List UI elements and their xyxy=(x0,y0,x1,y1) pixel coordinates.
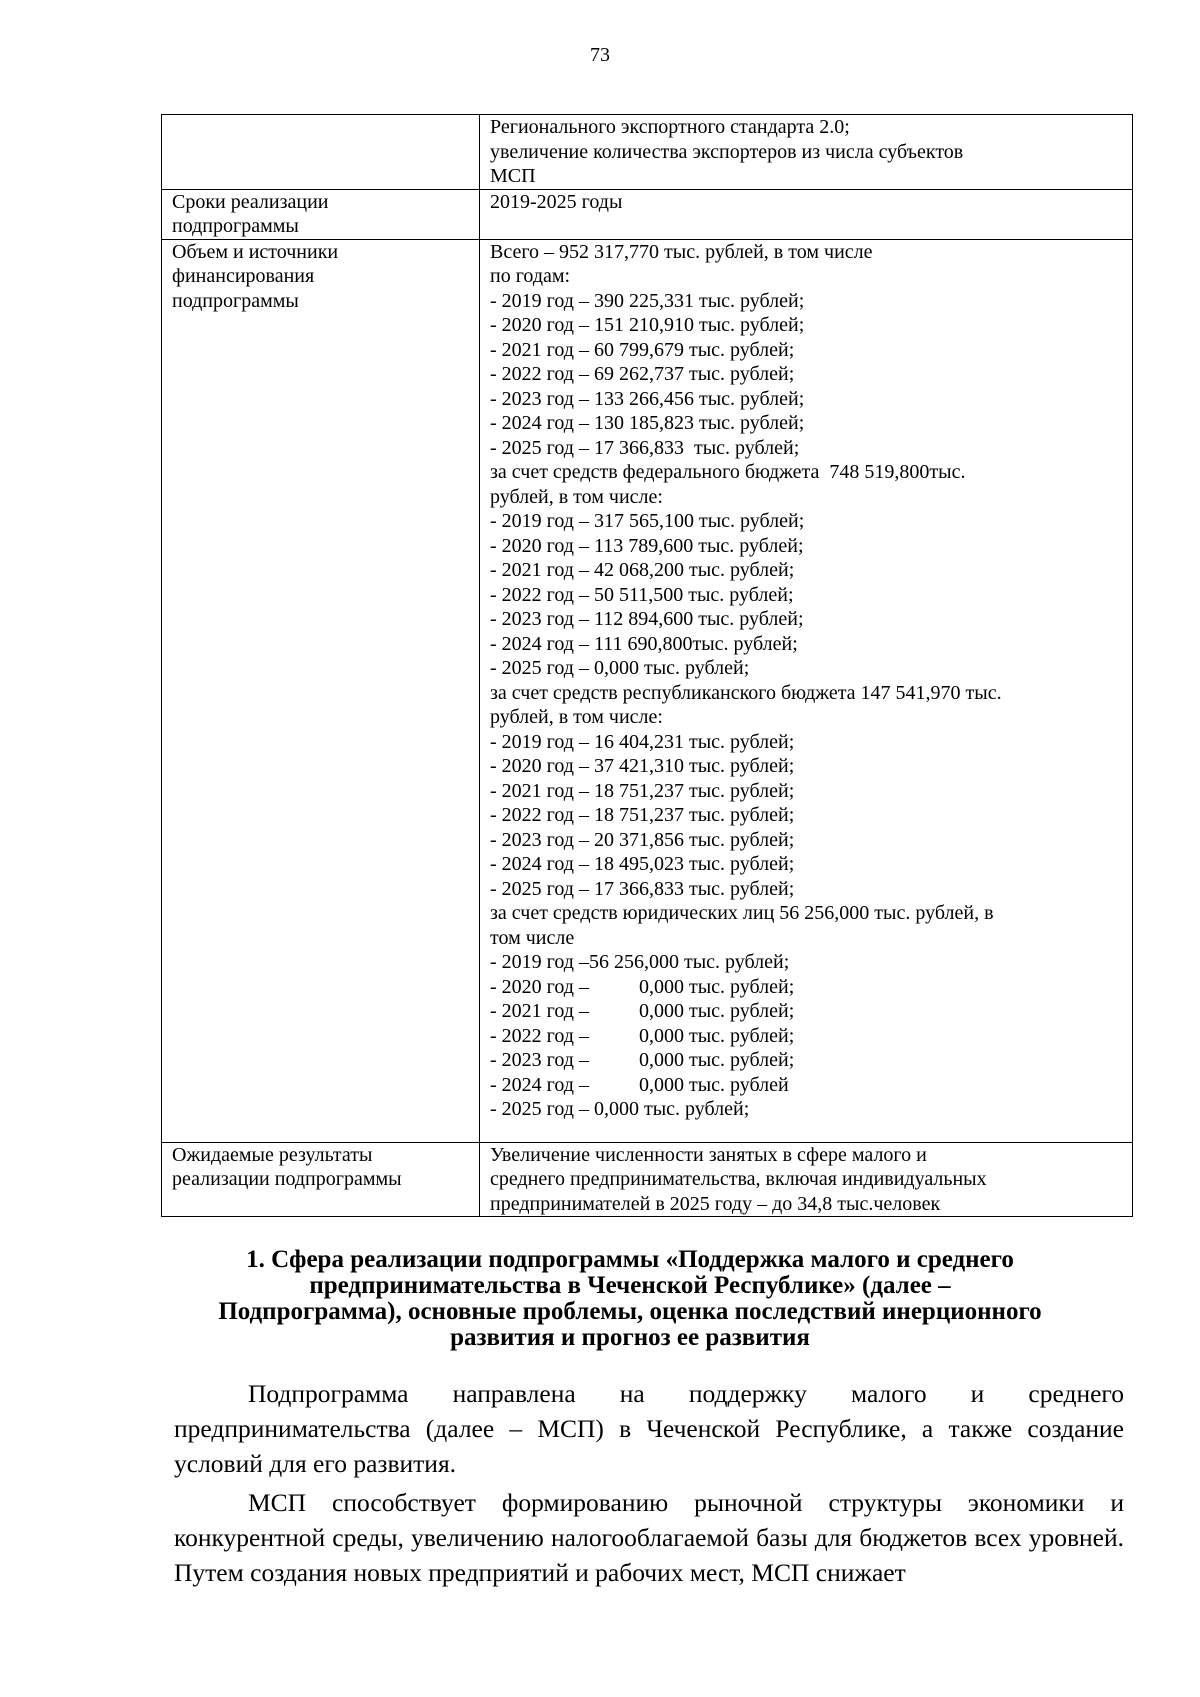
row-label-cell xyxy=(162,189,480,239)
value-line: Увеличение численности занятых в сфере малого и xyxy=(490,1143,927,1166)
value-line: - 2025 год – 17 366,833 тыс. рублей; xyxy=(490,877,795,900)
value-line: - 2020 год – 151 210,910 тыс. рублей; xyxy=(490,314,805,336)
row-value-cell xyxy=(480,189,1133,239)
value-line: - 2022 год – 18 751,237 тыс. рублей; xyxy=(490,804,795,826)
value-line: рублей, в том числе: xyxy=(490,485,663,508)
heading-line: развития и прогноз ее развития xyxy=(450,1324,810,1351)
value-line: увеличение количества экспортеров из числа субъектов xyxy=(490,140,964,163)
value-line: - 2022 год – 69 262,737 тыс. рублей; xyxy=(490,363,795,385)
page-number: 73 xyxy=(590,44,610,66)
value-line: за счет средств юридических лиц 56 256,000 тыс. рублей, в xyxy=(490,902,994,924)
value-line: - 2019 год – 390 225,331 тыс. рублей; xyxy=(490,289,805,312)
value-line: - 2021 год – 60 799,679 тыс. рублей; xyxy=(490,338,795,361)
value-line: рублей, в том числе: xyxy=(490,706,663,728)
value-line: - 2022 год – 0,000 тыс. рублей; xyxy=(490,1024,795,1047)
value-line: - 2021 год – 0,000 тыс. рублей; xyxy=(490,1000,795,1022)
value-line: - 2024 год – 130 185,823 тыс. рублей; xyxy=(490,412,805,434)
value-line: - 2019 год – 317 565,100 тыс. рублей; xyxy=(490,510,805,532)
value-line: - 2021 год – 42 068,200 тыс. рублей; xyxy=(490,559,795,581)
label-line: подпрограммы xyxy=(172,215,299,237)
value-line: - 2023 год – 20 371,856 тыс. рублей; xyxy=(490,828,795,851)
row-label-cell xyxy=(162,1142,480,1217)
table-row xyxy=(162,239,1133,1142)
value-line: Регионального экспортного стандарта 2.0; xyxy=(490,116,850,138)
label-line: Ожидаемые результаты xyxy=(172,1143,373,1166)
value-line: - 2024 год – 111 690,800тыс. рублей; xyxy=(490,632,798,655)
heading-line: 1. Сфера реализации подпрограммы «Поддержка малого и среднего xyxy=(246,1246,1014,1273)
value-line: - 2025 год – 0,000 тыс. рублей; xyxy=(490,657,750,679)
value-line: - 2022 год – 50 511,500 тыс. рублей; xyxy=(490,583,794,606)
value-line: МСП xyxy=(490,165,536,187)
row-value-cell xyxy=(480,1142,1133,1217)
subprogram-passport-table xyxy=(161,114,1133,1217)
table-row xyxy=(162,1142,1133,1217)
value-line: предпринимателей в 2025 году – до 34,8 тыс.человек xyxy=(490,1192,941,1215)
value-line: 2019-2025 годы xyxy=(490,190,623,213)
value-line: - 2024 год – 0,000 тыс. рублей xyxy=(490,1073,789,1096)
paragraph: Подпрограмма направлена на поддержку малого и среднего предпринимательства (далее – МСП) в Чеченской Республике, а также создание условий для его развития. xyxy=(174,1379,1124,1478)
value-line: - 2019 год – 16 404,231 тыс. рублей; xyxy=(490,730,795,753)
section-heading xyxy=(150,1247,1110,1351)
value-line: - 2023 год – 133 266,456 тыс. рублей; xyxy=(490,387,805,410)
row-label-cell xyxy=(162,239,480,1142)
row-label-cell xyxy=(162,115,480,190)
table-row xyxy=(162,115,1133,190)
row-value-cell xyxy=(480,239,1133,1142)
value-line: - 2020 год – 113 789,600 тыс. рублей; xyxy=(490,534,804,557)
value-line: - 2020 год – 0,000 тыс. рублей; xyxy=(490,975,795,998)
row-value-cell xyxy=(480,115,1133,190)
value-line: - 2021 год – 18 751,237 тыс. рублей; xyxy=(490,779,795,802)
label-line: финансирования xyxy=(172,265,315,287)
label-line: Объем и источники xyxy=(172,240,339,263)
value-line: - 2019 год –56 256,000 тыс. рублей; xyxy=(490,951,790,973)
label-line: реализации подпрограммы xyxy=(172,1168,402,1190)
heading-line: Подпрограмма), основные проблемы, оценка последствий инерционного xyxy=(218,1298,1042,1325)
value-line: - 2025 год – 17 366,833 тыс. рублей; xyxy=(490,436,800,459)
value-line: - 2024 год – 18 495,023 тыс. рублей; xyxy=(490,853,795,875)
paragraph: МСП способствует формированию рыночной структуры экономики и конкурентной среды, увеличению налогооблагаемой базы для бюджетов всех уровней. Путем создания новых предприятий и рабочих мест, МСП снижает xyxy=(174,1488,1124,1587)
label-line: подпрограммы xyxy=(172,289,299,312)
value-line: за счет средств республиканского бюджета 147 541,970 тыс. xyxy=(490,681,1002,704)
value-line: среднего предпринимательства, включая индивидуальных xyxy=(490,1168,987,1190)
body-text xyxy=(174,1376,1124,1594)
value-line: - 2020 год – 37 421,310 тыс. рублей; xyxy=(490,755,795,777)
value-line: - 2025 год – 0,000 тыс. рублей; xyxy=(490,1098,750,1120)
table-row xyxy=(162,189,1133,239)
value-line: - 2023 год – 0,000 тыс. рублей; xyxy=(490,1049,795,1071)
value-line: по годам: xyxy=(490,265,571,287)
label-line: Сроки реализации xyxy=(172,190,329,213)
value-line: том числе xyxy=(490,926,575,949)
heading-line: предпринимательства в Чеченской Республике» (далее – xyxy=(309,1272,951,1299)
value-line: за счет средств федерального бюджета 748 519,800тыс. xyxy=(490,461,966,483)
value-line: - 2023 год – 112 894,600 тыс. рублей; xyxy=(490,608,804,630)
value-line: Всего – 952 317,770 тыс. рублей, в том числе xyxy=(490,240,873,263)
